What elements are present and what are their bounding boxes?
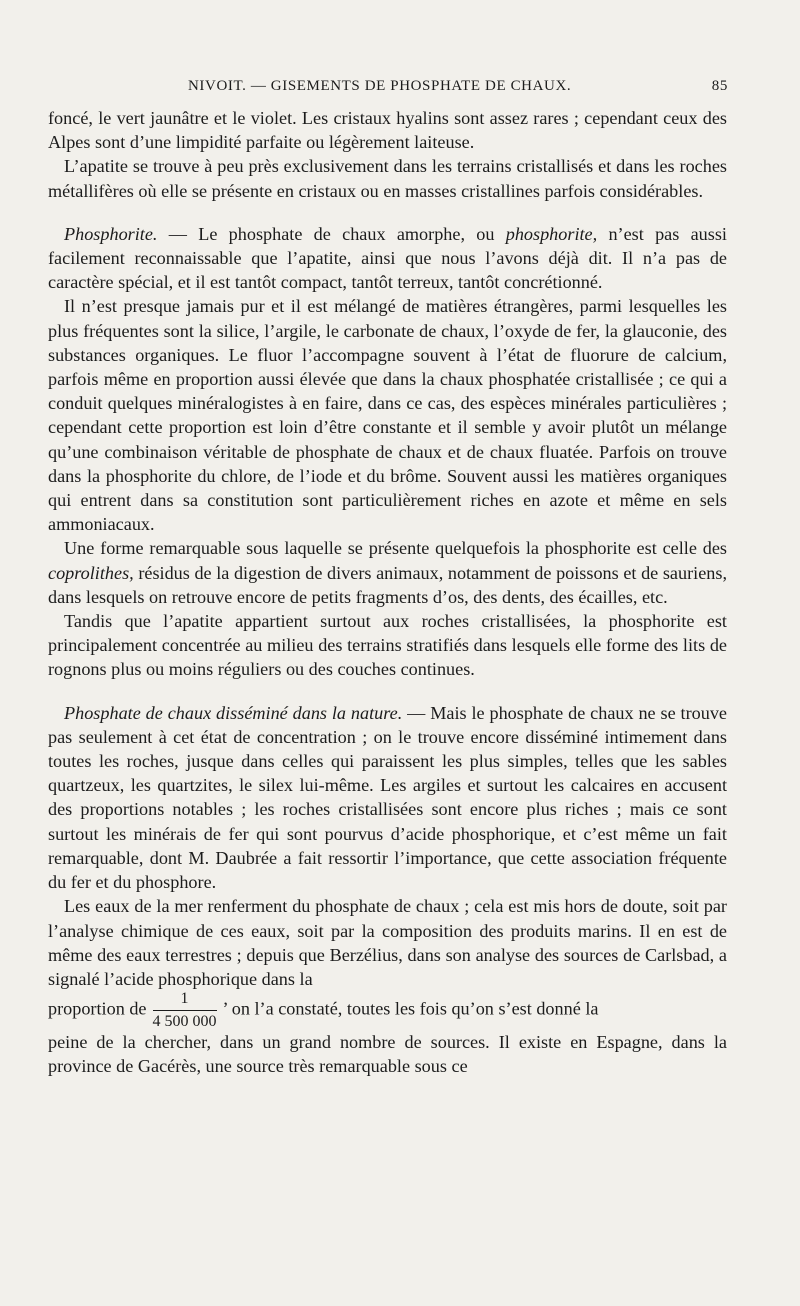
- paragraph-coprolithes: [48, 536, 727, 609]
- running-title: NIVOIT. — GISEMENTS DE PHOSPHATE DE CHAUX.: [188, 78, 572, 94]
- fraction-line: [48, 991, 727, 1030]
- paragraph-eaux: Les eaux de la mer renferment du phosphate de chaux ; cela est mis hors de doute, soit par l’analyse chimique de ces eaux, soit par la composition des produits marins. Il en est de même des eaux terrestres ; depuis que Berzélius, dans son analyse des sources de Carlsbad, a signalé l’acide phosphorique dans la: [48, 896, 727, 989]
- term-coprolithes: coprolithes,: [48, 562, 134, 583]
- text-span: n’est pas aussi facilement reconnaissable que l’apatite, ainsi que nous l’avons déjà dit. Il n’a pas de caractère spécial, et il est tantôt compact, tantôt terreux, tantôt concrétionné.: [48, 223, 727, 293]
- text-span: ’ on l’a constaté, toutes les fois qu’on s’est donné la: [222, 998, 599, 1019]
- page-number: 85: [711, 78, 728, 94]
- text-span: — Mais le phosphate de chaux ne se trouve pas seulement à cet état de concentration ; on le trouve encore disséminé intimement dans toutes les roches, jusque dans celles qui paraissent les plus simples, telles que les sables quartzeux, les quartzites, le silex lui-même. Les argiles et surtout les calcaires en accusent des proportions notables ; les roches cristallisées sont encore plus riches ; mais ce sont surtout les minérais de fer qui sont pourvus d’acide phosphorique, et c’est même un fait remarquable, dont M. Daubrée a fait ressortir l’importance, que cette association fréquente du fer et du phosphore.: [48, 702, 728, 893]
- fraction-denominator: 4 500 000: [152, 1013, 217, 1031]
- term-phosphorite: phosphorite,: [505, 223, 598, 244]
- paragraph-6: Tandis que l’apatite appartient surtout aux roches cristallisées, la phosphorite est principalement concentrée au milieu des terrains stratifiés dans lesquels elle forme des lits de rognons plus ou moins réguliers ou des couches continues.: [48, 611, 727, 680]
- section-heading-dissemine: Phosphate de chaux disséminé dans la nature.: [64, 702, 403, 723]
- paragraph-1: foncé, le vert jaunâtre et le violet. Les cristaux hyalins sont assez rares ; cependant ceux des Alpes sont d’une limpidité parfaite ou légèrement laiteuse.: [48, 108, 727, 153]
- text-span: — Le phosphate de chaux amorphe, ou: [157, 223, 506, 244]
- fraction-numerator: 1: [153, 991, 217, 1011]
- section-heading-phosphorite: Phosphorite.: [64, 223, 158, 244]
- text-span: proportion de: [48, 998, 147, 1019]
- body-text: [48, 106, 727, 1079]
- paragraph-eaux-end: peine de la chercher, dans un grand nombre de sources. Il existe en Espagne, dans la province de Gacérès, une source très remarquable sous ce: [48, 1032, 727, 1077]
- paragraph-2: L’apatite se trouve à peu près exclusivement dans les terrains cristallisés et dans les roches métallifères où elle se présente en cristaux ou en masses cristallines parfois considérables.: [48, 156, 727, 201]
- text-span: résidus de la digestion de divers animaux, notamment de poissons et de sauriens, dans lesquels on retrouve encore de petits fragments d’os, des dents, des écailles, etc.: [48, 562, 727, 607]
- paragraph-4: Il n’est presque jamais pur et il est mélangé de matières étrangères, parmi lesquelles les plus fréquentes sont la silice, l’argile, le carbonate de chaux, l’oxyde de fer, la glauconie, des substances organiques. Le fluor l’accompagne souvent à l’état de fluorure de calcium, parfois même en proportion aussi élevée que dans la chaux phosphatée cristallisée ; ce qui a conduit quelques minéralogistes à en faire, dans ce cas, des espèces minérales particulières ; cependant cette proportion est loin d’être constante et il semble y avoir plutôt un mélange qu’une combinaison véritable de phosphate de chaux et de chaux fluatée. Parfois on trouve dans la phosphorite du chlore, de l’iode et du brôme. Souvent aussi les matières organiques qui entrent dans sa constitution sont particulièrement riches en azote et même en sels ammoniacaux.: [48, 296, 727, 535]
- text-span: Une forme remarquable sous laquelle se présente quelquefois la phosphorite est celle des: [64, 538, 727, 559]
- paragraph-phosphorite: [48, 222, 727, 295]
- paragraph-dissemine: [48, 701, 727, 895]
- fraction: [153, 991, 217, 1030]
